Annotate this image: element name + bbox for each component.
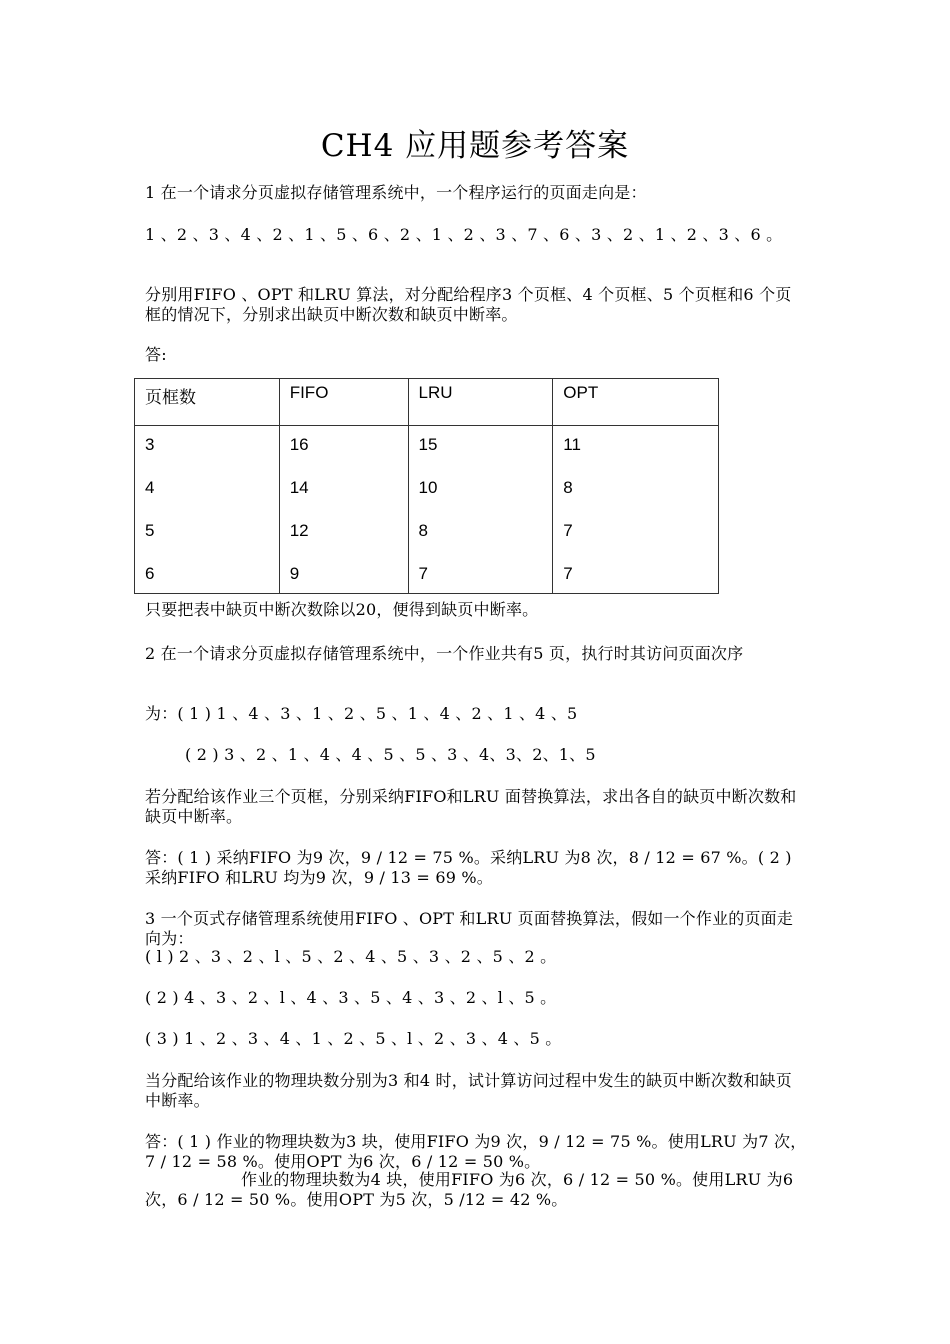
table-body-row (135, 426, 719, 594)
opt-column (553, 426, 719, 594)
table-cell: 15 (418, 435, 438, 454)
q3-task: 当分配给该作业的物理块数分别为3 和4 时，试计算访问过程中发生的缺页中断次数和缺页中断率。 (145, 1071, 792, 1110)
q1-note: 只要把表中缺页中断次数除以20，便得到缺页中断率。 (145, 600, 539, 619)
q3-sequence-2: ( 2 ) 4 、3 、2 、l 、4 、3 、5 、4 、3 、2 、l 、5 。 (145, 988, 557, 1007)
q1-answer-label: 答: (145, 345, 167, 364)
table-cell: 6 (145, 564, 155, 583)
q2-answer: 答：( 1 ) 采纳FIFO 为9 次，9 / 12 = 75 %。采纳LRU 为8 次，8 / 12 = 67 %。( 2 ) 采纳FIFO 和LRU 均为9 次，9 / 13 = 69 %。 (145, 848, 792, 887)
q1-task: 分别用FIFO 、OPT 和LRU 算法，对分配给程序3 个页框、4 个页框、5 个页框和6 个页框的情况下，分别求出缺页中断次数和缺页中断率。 (145, 285, 792, 324)
table-cell: 7 (418, 564, 428, 583)
table-cell: 11 (563, 435, 581, 454)
table-cell: 9 (289, 564, 300, 583)
header-lru: LRU (408, 379, 553, 426)
q3-sequence-1: ( l ) 2 、3 、2 、l 、5 、2 、4 、5 、3 、2 、5 、2 。 (145, 947, 557, 966)
q3-intro: 3 一个页式存储管理系统使用FIFO 、OPT 和LRU 页面替换算法，假如一个作业的页面走向为： (145, 909, 794, 948)
table-cell: 10 (418, 478, 438, 497)
fifo-column (279, 426, 408, 594)
header-opt: OPT (553, 379, 719, 426)
table-cell: 14 (289, 478, 309, 497)
table-cell: 8 (418, 521, 428, 540)
table-cell: 3 (145, 435, 155, 454)
table-header-row (135, 379, 719, 426)
q3-answer-1: 答：( 1 ) 作业的物理块数为3 块，使用FIFO 为9 次，9 / 12 = 75 %。使用LRU 为7 次，7 / 12 = 58 %。使用OPT 为6 次，6 / 12 = 50 %。 (145, 1132, 807, 1171)
lru-column (408, 426, 553, 594)
q2-intro: 2 在一个请求分页虚拟存储管理系统中，一个作业共有5 页，执行时其访问页面次序 (145, 644, 744, 663)
page-fault-table (134, 378, 719, 594)
header-fifo: FIFO (279, 379, 408, 426)
table-cell: 7 (563, 521, 573, 540)
q2-task: 若分配给该作业三个页框，分别采纳FIFO和LRU 面替换算法，求出各自的缺页中断次数和缺页中断率。 (145, 787, 797, 826)
table-cell: 7 (563, 564, 573, 583)
header-frames: 页框数 (135, 379, 280, 426)
table-cell: 5 (145, 521, 155, 540)
q1-sequence: 1 、2 、3 、4 、2 、1 、5 、6 、2 、1 、2 、3 、7 、6 、3 、2 、1 、2 、3 、6 。 (145, 225, 783, 244)
table-cell: 8 (563, 478, 573, 497)
page-title: CH4 应用题参考答案 (320, 128, 630, 164)
frames-column (135, 426, 280, 594)
table-cell: 4 (145, 478, 155, 497)
q3-answer-2: 作业的物理块数为4 块，使用FIFO 为6 次，6 / 12 = 50 %。使用LRU 为6 次，6 / 12 = 50 %。使用OPT 为5 次，5 /12 = 42 %。 (145, 1170, 794, 1209)
q1-intro: 1 在一个请求分页虚拟存储管理系统中，一个程序运行的页面走向是： (145, 183, 647, 202)
q2-sequence-1: 为：( 1 ) 1 、4 、3 、1 、2 、5 、1 、4 、2 、1 、4 、5 (145, 704, 578, 723)
table-cell: 12 (289, 521, 309, 540)
q3-sequence-3: ( 3 ) 1 、2 、3 、4 、1 、2 、5 、l 、2 、3 、4 、5 。 (145, 1029, 562, 1048)
table-cell: 16 (289, 435, 309, 454)
q2-sequence-2: ( 2 ) 3 、2 、1 、4 、4 、5 、5 、3 、4、3、2、1、5 (185, 745, 596, 764)
